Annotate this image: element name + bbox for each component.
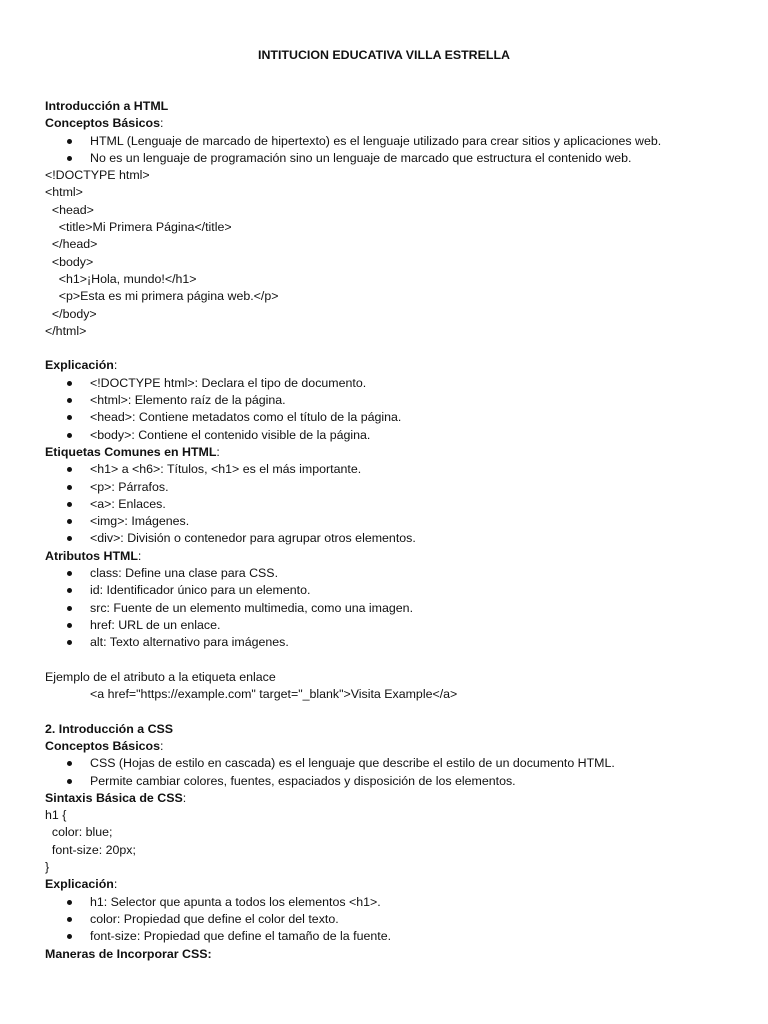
list-item: <html>: Elemento raíz de la página. xyxy=(45,392,745,409)
list-item: alt: Texto alternativo para imágenes. xyxy=(45,634,745,651)
html-tags-list xyxy=(45,461,745,547)
list-item: id: Identificador único para un elemento. xyxy=(45,582,745,599)
css-syntax-label: Sintaxis Básica de CSS: xyxy=(45,790,187,805)
spacer xyxy=(45,703,745,720)
css-explanation-label: Explicación: xyxy=(45,877,118,892)
list-item: <!DOCTYPE html>: Declara el tipo de documento. xyxy=(45,375,745,392)
html-concepts-label: Conceptos Básicos: xyxy=(45,116,164,131)
list-item: <head>: Contiene metadatos como el título de la página. xyxy=(45,409,745,426)
code-line: <head> xyxy=(45,202,94,217)
css-heading: 2. Introducción a CSS xyxy=(45,721,174,736)
example-intro: Ejemplo de el atributo a la etiqueta enlace xyxy=(45,669,276,684)
html-concepts-list xyxy=(45,133,745,168)
code-line: <p>Esta es mi primera página web.</p> xyxy=(45,289,279,304)
css-code-block xyxy=(45,807,745,876)
code-line: font-size: 20px; xyxy=(45,842,136,857)
html-code-block xyxy=(45,167,745,340)
code-line: <html> xyxy=(45,185,83,200)
code-line: } xyxy=(45,860,50,875)
html-heading: Introducción a HTML xyxy=(45,99,169,113)
list-item: No es un lenguaje de programación sino un lenguaje de marcado que estructura el contenido web. xyxy=(45,150,745,167)
code-line: </html> xyxy=(45,323,87,338)
list-item: h1: Selector que apunta a todos los elementos <h1>. xyxy=(45,894,745,911)
list-item: <h1> a <h6>: Títulos, <h1> es el más importante. xyxy=(45,461,745,478)
list-item: <a>: Enlaces. xyxy=(45,496,745,513)
document-title: INTITUCION EDUCATIVA VILLA ESTRELLA xyxy=(258,48,510,62)
document-body xyxy=(45,98,745,963)
list-item: <img>: Imágenes. xyxy=(45,513,745,530)
css-concepts-list xyxy=(45,755,745,790)
list-item: <body>: Contiene el contenido visible de la página. xyxy=(45,427,745,444)
html-tags-label: Etiquetas Comunes en HTML: xyxy=(45,444,220,459)
css-explanation-list xyxy=(45,894,745,946)
list-item: href: URL de un enlace. xyxy=(45,617,745,634)
list-item: <div>: División o contenedor para agrupar otros elementos. xyxy=(45,530,745,547)
code-line: </head> xyxy=(45,237,98,252)
code-line: </body> xyxy=(45,306,97,321)
css-ways-label: Maneras de Incorporar CSS: xyxy=(45,946,212,961)
html-attributes-list xyxy=(45,565,745,651)
html-explanation-label: Explicación: xyxy=(45,358,118,373)
spacer xyxy=(45,652,745,669)
list-item: CSS (Hojas de estilo en cascada) es el lenguaje que describe el estilo de un documento HTML. xyxy=(45,755,745,772)
list-item: <p>: Párrafos. xyxy=(45,479,745,496)
code-line: <!DOCTYPE html> xyxy=(45,168,150,183)
code-line: <title>Mi Primera Página</title> xyxy=(45,220,232,235)
code-line: h1 { xyxy=(45,808,67,823)
list-item: font-size: Propiedad que define el tamaño de la fuente. xyxy=(45,928,745,945)
list-item: HTML (Lenguaje de marcado de hipertexto) es el lenguaje utilizado para crear sitios y aplicaciones web. xyxy=(45,133,745,150)
spacer xyxy=(45,340,745,357)
list-item: src: Fuente de un elemento multimedia, como una imagen. xyxy=(45,600,745,617)
code-line: color: blue; xyxy=(45,825,113,840)
list-item: class: Define una clase para CSS. xyxy=(45,565,745,582)
html-explanation-list xyxy=(45,375,745,444)
code-line: <h1>¡Hola, mundo!</h1> xyxy=(45,271,197,286)
code-line: <body> xyxy=(45,254,94,269)
css-concepts-label: Conceptos Básicos: xyxy=(45,738,164,753)
example-code: <a href="https://example.com" target="_blank">Visita Example</a> xyxy=(90,687,458,702)
list-item: Permite cambiar colores, fuentes, espaciados y disposición de los elementos. xyxy=(45,773,745,790)
list-item: color: Propiedad que define el color del texto. xyxy=(45,911,745,928)
html-attributes-label: Atributos HTML: xyxy=(45,548,142,563)
